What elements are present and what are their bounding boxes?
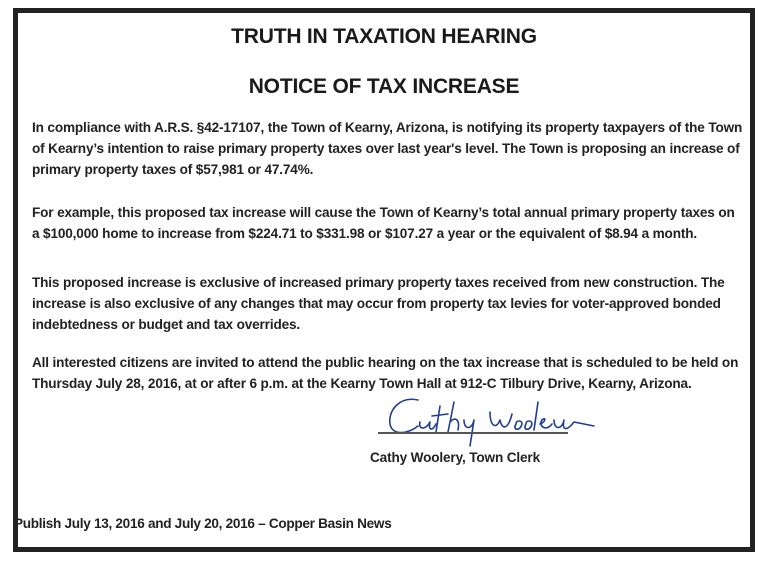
handwritten-signature bbox=[360, 392, 640, 452]
notice-box bbox=[13, 8, 755, 552]
notice-subtitle: NOTICE OF TAX INCREASE bbox=[248, 75, 520, 98]
paragraph-exclusions: This proposed increase is exclusive of increased primary property taxes received from new construction. The increase is also exclusive of any changes that may occur from property tax levies for voter-approved bonded indebtedness or budget and tax overrides. bbox=[32, 275, 725, 332]
notice-title: TRUTH IN TAXATION HEARING bbox=[231, 25, 537, 48]
publish-line: Publish July 13, 2016 and July 20, 2016 – Copper Basin News bbox=[14, 516, 392, 531]
signatory-name: Cathy Woolery, Town Clerk bbox=[370, 450, 540, 465]
signature-line bbox=[378, 432, 568, 434]
paragraph-example: For example, this proposed tax increase will cause the Town of Kearny’s total annual primary property taxes on a $100,000 home to increase from $224.71 to $331.98 or $107.27 a year or the equivalent of $8.94 a month. bbox=[32, 205, 735, 241]
paragraph-compliance: In compliance with A.R.S. §42-17107, the Town of Kearny, Arizona, is notifying its property taxpayers of the Town of Kearny’s intention to raise primary property taxes over last year's level. The Town is proposing an increase of primary property taxes of $57,981 or 47.74%. bbox=[32, 120, 743, 177]
paragraph-hearing-invitation: All interested citizens are invited to attend the public hearing on the tax increase that is scheduled to be held on Thursday July 28, 2016, at or after 6 p.m. at the Kearny Town Hall at 912-C Tilbury Drive, Kearny, Arizona. bbox=[32, 355, 739, 391]
